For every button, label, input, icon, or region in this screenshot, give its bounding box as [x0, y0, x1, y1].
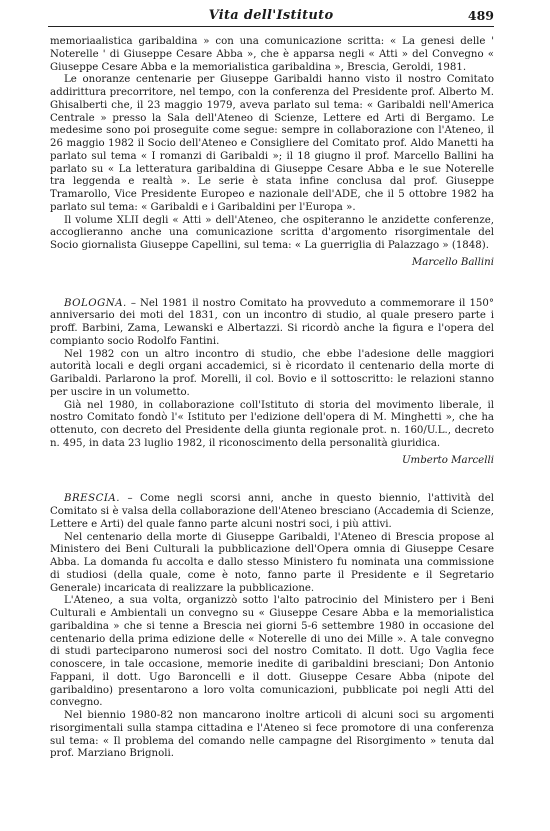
page-number: 489 — [467, 8, 494, 23]
paragraph-text: – Nel 1981 il nostro Comitato ha provveduto a commemorare il 150° anniversario dei moti del 1831, con un incontro di studio, al quale presero parte i proff. Barbini, Zama, Lewanski e Albertazzi. Si ricordò anche la figura e l'opera del compianto socio Rodolfo Fantini. — [50, 297, 494, 347]
paragraph — [50, 493, 494, 531]
paragraph: Nel biennio 1980-82 non mancarono inoltre articoli di alcuni soci su argomenti risorgimentali sulla stampa cittadina e l'Ateneo si fece promotore di una conferenza sul tema: « Il problema del comando nelle campagne del Risorgimento » tenuta dal prof. Marziano Brignoli. — [50, 710, 494, 760]
paragraph-text: – Come negli scorsi anni, anche in questo biennio, l'attività del Comitato si è valsa della collaborazione dell'Ateneo bresciano (Accademia di Scienze, Lettere e Arti) del quale fanno parte alcuni nostri soci, i più attivi. — [50, 493, 494, 530]
paragraph: Le onoranze centenarie per Giuseppe Garibaldi hanno visto il nostro Comitato addirittura precorritore, nel tempo, con la conferenza del Presidente prof. Alberto M. Ghisalberti che, il 23 maggio 1979, aveva parlato sul tema: « Garibaldi nell'America Centrale » presso la Sala dell'Ateneo di Scienze, Lettere ed Arti di Bergamo. Le medesime sono poi proseguite come segue: sempre in collaborazione con l'Ateneo, il 26 maggio 1982 il Socio dell'Ateneo e Consigliere del Comitato prof. Aldo Manetti ha parlato sul tema « I romanzi di Garibaldi »; il 18 giugno il prof. Marcello Ballini ha parlato su « La letteratura garibaldina di Giuseppe Cesare Abba e le sue Noterelle tra leggenda e realtà ». Le serie è stata infine conclusa dal prof. Giuseppe Tramarollo, Vice Presidente Europeo e nazionale dell'ADE, che il 5 ottobre 1982 ha parlato sul tema: « Garibaldi e i Garibaldini per l'Europa ». — [50, 74, 494, 213]
running-title: Vita dell'Istituto — [208, 8, 334, 23]
signature: Umberto Marcelli — [401, 454, 494, 466]
paragraph: Già nel 1980, in collaborazione coll'Istituto di storia del movimento liberale, il nostro Comitato fondò l'« Istituto per l'edizione dell'opera di M. Minghetti », che ha ottenuto, con decreto del Presidente della giunta regionale prot. n. 160/U.L., decreto n. 495, in data 23 luglio 1982, il riconoscimento della personalità giuridica. — [50, 399, 494, 449]
paragraph: L'Ateneo, a sua volta, organizzò sotto l'alto patrocinio del Ministero per i Beni Culturali e Ambientali un convegno su « Giuseppe Cesare Abba e la memorialistica garibaldina » che si tenne a Brescia nei giorni 5-6 settembre 1980 in occasione del centenario della prima edizione delle « Noterelle di uno dei Mille ». A tale convegno di studi parteciparono numerosi soci del nostro Comitato. Il dott. Ugo Vaglia fece conoscere, in tale occasione, memorie inedite di garibaldini bresciani; Don Antonio Fappani, il dott. Ugo Baroncelli e il dott. Giuseppe Cesare Abba (nipote del garibaldino) presentarono a loro volta comunicazioni, pubblicate poi negli Atti del convegno. — [50, 595, 494, 709]
section-divider — [50, 467, 494, 493]
paragraph: Il volume XLII degli « Atti » dell'Ateneo, che ospiteranno le anzidette conferenze, accoglieranno anche una comunicazione scritta d'argomento risorgimentale del Socio giornalista Giuseppe Capellini, sul tema: « La guerriglia di Palazzago » (1848). — [50, 214, 494, 251]
article-body — [50, 36, 494, 761]
city-heading: BOLOGNA. — [64, 297, 127, 309]
section-divider — [50, 270, 494, 298]
paragraph: Nel 1982 con un altro incontro di studio, che ebbe l'adesione delle maggiori autorità locali e degli organi accademici, si è ricordato il centenario della morte di Garibaldi. Parlarono la prof. Morelli, il col. Bovio e il sottoscritto: le relazioni stanno per uscire in un volumetto. — [50, 348, 494, 398]
paragraph — [50, 298, 494, 349]
running-header — [48, 6, 494, 27]
paragraph: Nel centenario della morte di Giuseppe Garibaldi, l'Ateneo di Brescia propose al Ministero dei Beni Culturali la pubblicazione dell'Opera omnia di Giuseppe Cesare Abba. La domanda fu accolta e dallo stesso Ministero fu nominata una commissione di studiosi (della quale, come è noto, fanno parte il Presidente e il Segretario Generale) incaricata di realizzare la pubblicazione. — [50, 531, 494, 594]
paragraph: memoriaalistica garibaldina » con una comunicazione scritta: « La genesi delle ' Noterelle ' di Giuseppe Cesare Abba », che è apparsa negli « Atti » del Convegno « Giuseppe Cesare Abba e la memorialistica garibaldina », Brescia, Geroldi, 1981. — [50, 36, 494, 73]
city-heading: BRESCIA. — [64, 493, 120, 505]
signature: Marcello Ballini — [411, 256, 494, 268]
